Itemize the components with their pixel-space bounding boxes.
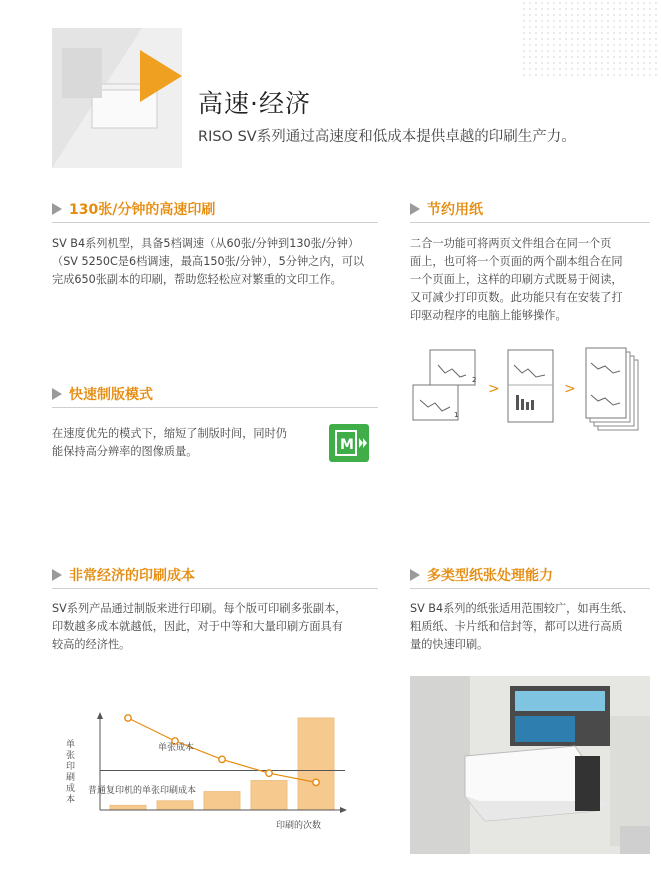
unit-cost-line bbox=[128, 718, 316, 782]
volume-bar bbox=[251, 781, 287, 810]
section-body-paper-saving bbox=[410, 235, 623, 325]
svg-text:1: 1 bbox=[454, 411, 459, 419]
section-heading-fast-master bbox=[52, 384, 153, 404]
triangle-bullet-icon bbox=[410, 569, 420, 581]
x-axis-label: 印刷的次数 bbox=[276, 821, 322, 831]
text-line: 较高的经济性。 bbox=[52, 638, 131, 651]
text-line: 完成650张副本的印刷，帮助您轻松应对繁重的文印工作。 bbox=[52, 273, 342, 286]
section-heading-paper-saving bbox=[410, 199, 483, 219]
section-title: 多类型纸张处理能力 bbox=[427, 568, 553, 584]
text-line: SV B4系列的纸张适用范围较广，如再生纸、 bbox=[410, 602, 634, 615]
section-divider bbox=[52, 407, 378, 408]
section-body-paper-handling bbox=[410, 600, 633, 654]
volume-bar bbox=[157, 801, 193, 810]
section-heading-speed bbox=[52, 199, 215, 219]
section-divider bbox=[52, 588, 378, 589]
svg-text:M: M bbox=[340, 437, 354, 453]
text-line: 又可减少打印页数。此功能只有在安装了打 bbox=[410, 291, 623, 304]
section-title: 130张/分钟的高速印刷 bbox=[69, 202, 216, 218]
text-line: 面上，也可将一个页面的两个副本组合在同 bbox=[410, 255, 623, 268]
section-body-fast-master bbox=[52, 425, 287, 461]
text-line: 在速度优先的模式下，缩短了制版时间，同时仍 bbox=[52, 427, 287, 440]
text-line: （SV 5250C是6档调速，最高150张/分钟），5分钟之内，可以 bbox=[52, 255, 365, 268]
volume-bar bbox=[298, 718, 334, 810]
volume-bar bbox=[204, 792, 240, 810]
triangle-bullet-icon bbox=[52, 569, 62, 581]
printer-paper-tray-photo bbox=[410, 676, 650, 854]
volume-bar bbox=[110, 805, 146, 810]
cost-chart bbox=[60, 710, 360, 835]
section-title: 节约用纸 bbox=[427, 202, 483, 218]
section-divider bbox=[52, 222, 378, 223]
triangle-bullet-icon bbox=[410, 203, 420, 215]
stacked-pages-icon bbox=[586, 348, 638, 430]
series-label-unit-cost: 单张成本 bbox=[158, 743, 195, 753]
master-icon bbox=[329, 424, 369, 462]
unit-cost-point bbox=[313, 779, 319, 785]
section-title: 非常经济的印刷成本 bbox=[69, 568, 195, 584]
unit-cost-point bbox=[266, 770, 272, 776]
section-body-economy bbox=[52, 600, 346, 654]
text-line: 印驱动程序的电脑上能够操作。 bbox=[410, 309, 567, 322]
section-heading-economy bbox=[52, 565, 195, 585]
unit-cost-point bbox=[125, 715, 131, 721]
svg-text:>: > bbox=[564, 381, 576, 397]
combined-page-icon bbox=[508, 350, 553, 422]
two-pages-icon bbox=[413, 350, 476, 420]
unit-cost-point bbox=[219, 756, 225, 762]
text-line: 二合一功能可将两页文件组合在同一个页 bbox=[410, 237, 612, 250]
y-axis-label: 单张印刷成本 bbox=[66, 740, 76, 805]
section-divider bbox=[410, 588, 650, 589]
svg-text:>: > bbox=[488, 381, 500, 397]
series-label-copier-cost: 普通复印机的单张印刷成本 bbox=[88, 786, 197, 796]
text-line: 量的快速印刷。 bbox=[410, 638, 489, 651]
section-divider bbox=[410, 222, 650, 223]
text-line: 一个页面上，这样的印刷方式既易于阅读， bbox=[410, 273, 623, 286]
section-heading-paper-handling bbox=[410, 565, 553, 585]
text-line: SV系列产品通过制版来进行印刷。每个版可印刷多张副本， bbox=[52, 602, 347, 615]
triangle-bullet-icon bbox=[52, 203, 62, 215]
text-line: 粗质纸、卡片纸和信封等，都可以进行高质 bbox=[410, 620, 623, 633]
svg-text:2: 2 bbox=[472, 376, 477, 384]
two-in-one-diagram bbox=[410, 345, 650, 435]
page-title: 高速·经济 bbox=[198, 89, 311, 118]
decorative-dot-pattern bbox=[521, 0, 661, 80]
triangle-bullet-icon bbox=[52, 388, 62, 400]
cost-chart-svg bbox=[60, 710, 360, 835]
hero-paper-photo bbox=[52, 28, 182, 168]
text-line: 印数越多成本就越低，因此，对于中等和大量印刷方面具有 bbox=[52, 620, 343, 633]
text-line: 能保持高分辨率的图像质量。 bbox=[52, 445, 198, 458]
section-body-speed bbox=[52, 235, 364, 289]
page-subtitle: RISO SV系列通过高速度和低成本提供卓越的印刷生产力。 bbox=[198, 129, 576, 145]
text-line: SV B4系列机型，具备5档调速（从60张/分钟到130张/分钟） bbox=[52, 237, 360, 250]
section-title: 快速制版模式 bbox=[69, 387, 153, 403]
